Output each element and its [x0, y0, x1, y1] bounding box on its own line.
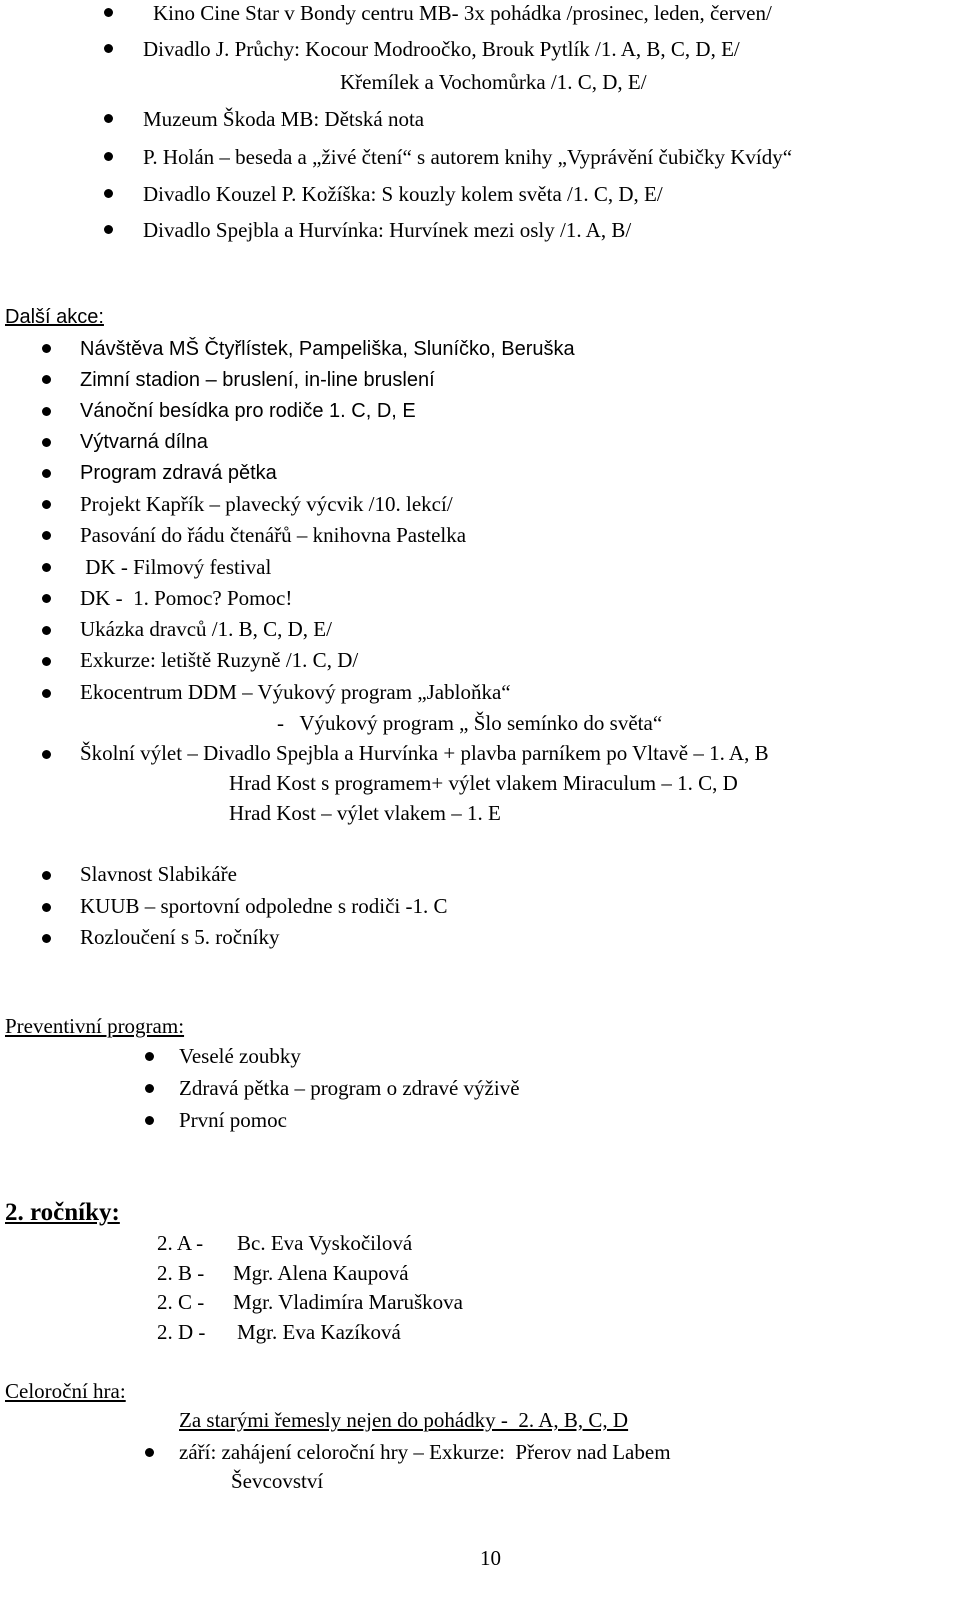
bullet: [104, 44, 113, 53]
list-item: Slavnost Slabikáře: [80, 862, 237, 886]
list-item: Ukázka dravců /1. B, C, D, E/: [80, 617, 332, 641]
bullet: [104, 8, 113, 17]
list-item: Zimní stadion – bruslení, in-line bruslení: [80, 369, 435, 391]
bullet: [104, 114, 113, 123]
bullet: [42, 469, 51, 478]
bullet: [42, 626, 51, 635]
bullet: [104, 189, 113, 198]
list-item: Exkurze: letiště Ruzyně /1. C, D/: [80, 648, 359, 672]
bullet: [42, 563, 51, 572]
list-item: DK - 1. Pomoc? Pomoc!: [80, 586, 293, 610]
bullet: [42, 657, 51, 666]
teacher-name: Bc. Eva Vyskočilová: [237, 1231, 413, 1255]
bullet: [145, 1052, 154, 1061]
bullet: [104, 152, 113, 161]
list-item: Rozloučení s 5. ročníky: [80, 925, 280, 949]
list-item: Vánoční besídka pro rodiče 1. C, D, E: [80, 400, 416, 422]
list-item: Zdravá pětka – program o zdravé výživě: [179, 1076, 520, 1100]
teacher-name: Mgr. Alena Kaupová: [233, 1261, 409, 1285]
list-item: Projekt Kapřík – plavecký výcvik /10. lekcí/: [80, 492, 453, 516]
bullet: [42, 594, 51, 603]
bullet: [42, 750, 51, 759]
list-item: Veselé zoubky: [179, 1044, 301, 1068]
teacher-name: Mgr. Vladimíra Maruškova: [233, 1290, 463, 1314]
list-item: září: zahájení celoroční hry – Exkurze: Přerov nad Labem: [179, 1440, 671, 1464]
list-item: Křemílek a Vochomůrka /1. C, D, E/: [340, 70, 647, 94]
bullet: [42, 531, 51, 540]
bullet: [42, 934, 51, 943]
list-item: Pasování do řádu čtenářů – knihovna Pastelka: [80, 523, 467, 547]
list-item: Školní výlet – Divadlo Spejbla a Hurvínka + plavba parníkem po Vltavě – 1. A, B: [80, 741, 769, 765]
section-heading-celorocni-hra: Celoroční hra:: [5, 1379, 126, 1403]
section-heading-rocniky: 2. ročníky:: [5, 1199, 120, 1226]
page-number: 10: [480, 1546, 501, 1570]
bullet: [145, 1084, 154, 1093]
list-item: P. Holán – beseda a „živé čtení“ s autorem knihy „Vyprávění čubičky Kvídy“: [143, 145, 793, 169]
bullet: [145, 1448, 154, 1457]
section-heading-dalsi-akce: Další akce:: [5, 306, 104, 328]
bullet: [42, 689, 51, 698]
list-item: Výtvarná dílna: [80, 431, 208, 453]
list-item: Návštěva MŠ Čtyřlístek, Pampeliška, Sluníčko, Beruška: [80, 338, 575, 360]
section-heading-preventivni: Preventivní program:: [5, 1014, 185, 1038]
bullet: [104, 225, 113, 234]
class-label: 2. B -: [157, 1261, 205, 1285]
list-item: První pomoc: [179, 1108, 287, 1132]
teacher-name: Mgr. Eva Kazíková: [237, 1320, 401, 1344]
list-item: KUUB – sportovní odpoledne s rodiči -1. C: [80, 894, 448, 918]
list-item: Muzeum Škoda MB: Dětská nota: [143, 107, 425, 131]
celorocni-hra-title: Za starými řemesly nejen do pohádky - 2. A, B, C, D: [179, 1408, 629, 1432]
list-item: Divadlo Kouzel P. Kožíška: S kouzly kolem světa /1. C, D, E/: [143, 182, 663, 206]
bullet: [42, 375, 51, 384]
list-item: Program zdravá pětka: [80, 462, 277, 484]
list-item-continuation: Hrad Kost s programem+ výlet vlakem Miraculum – 1. C, D: [229, 771, 738, 795]
bullet: [42, 438, 51, 447]
list-item: Divadlo Spejbla a Hurvínka: Hurvínek mezi osly /1. A, B/: [143, 218, 632, 242]
list-item: Kino Cine Star v Bondy centru MB- 3x pohádka /prosinec, leden, červen/: [153, 1, 772, 25]
list-item: Ekocentrum DDM – Výukový program „Jabloňka“: [80, 680, 511, 704]
class-label: 2. C -: [157, 1290, 205, 1314]
list-item: DK - Filmový festival: [80, 555, 272, 579]
class-label: 2. D -: [157, 1320, 206, 1344]
list-item-continuation: Hrad Kost – výlet vlakem – 1. E: [229, 801, 501, 825]
list-item-continuation: - Výukový program „ Šlo semínko do světa“: [277, 711, 663, 735]
bullet: [42, 407, 51, 416]
class-label: 2. A -: [157, 1231, 204, 1255]
bullet: [42, 871, 51, 880]
list-item: Divadlo J. Průchy: Kocour Modroočko, Brouk Pytlík /1. A, B, C, D, E/: [143, 37, 740, 61]
bullet: [145, 1116, 154, 1125]
bullet: [42, 344, 51, 353]
bullet: [42, 903, 51, 912]
list-item-continuation: Ševcovství: [231, 1469, 324, 1493]
bullet: [42, 500, 51, 509]
